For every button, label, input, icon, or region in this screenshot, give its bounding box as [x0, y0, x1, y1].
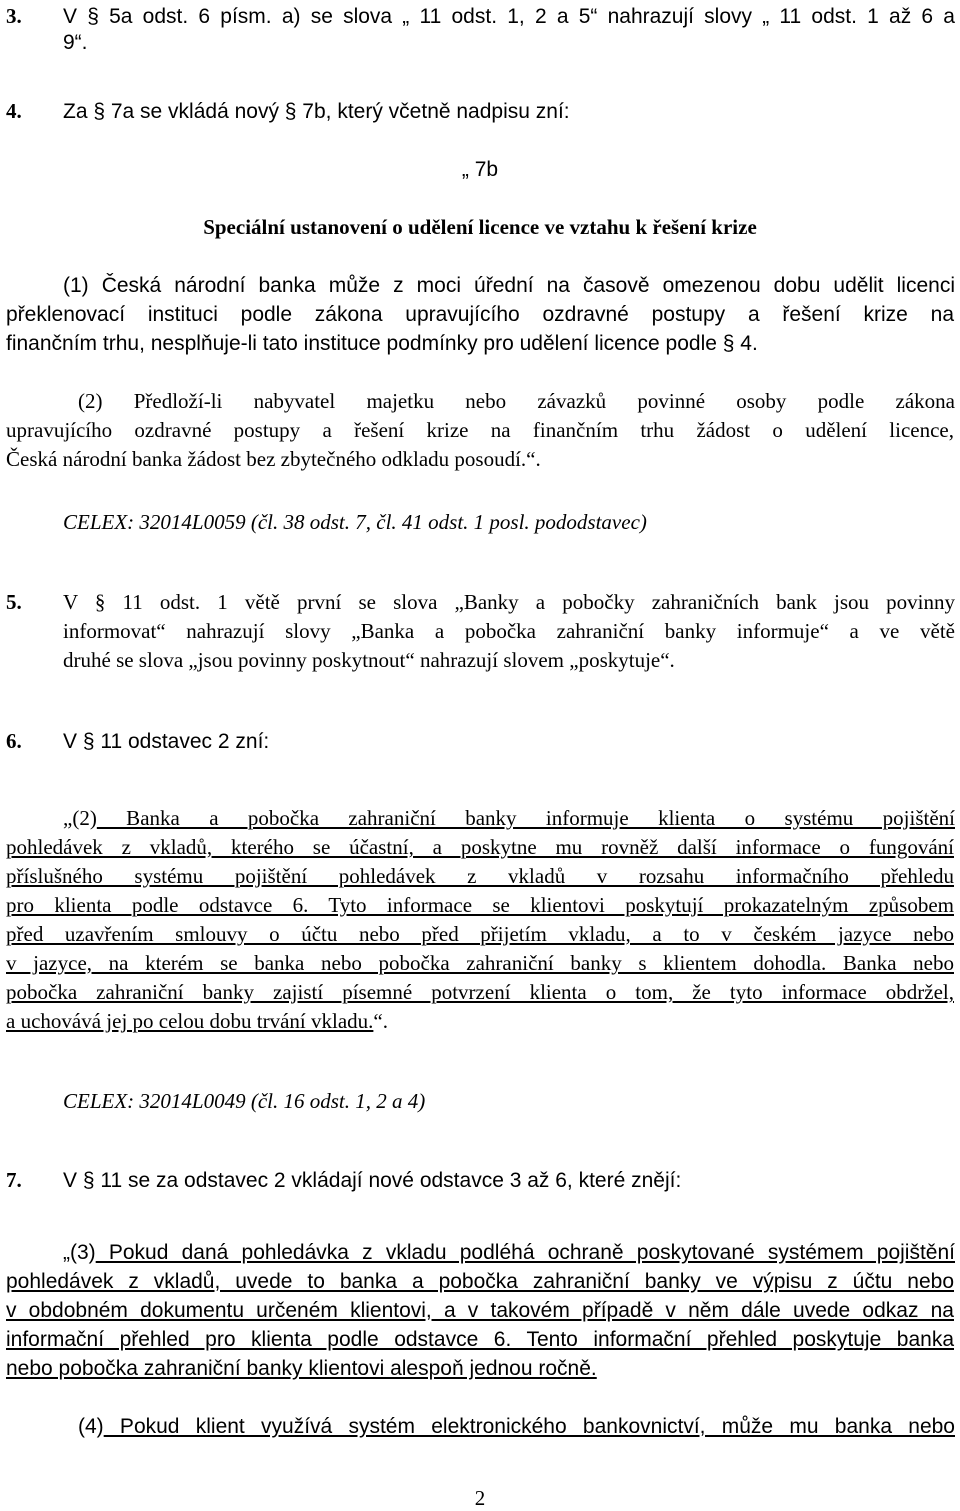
celex-reference-1: CELEX: 32014L0059 (čl. 38 odst. 7, čl. 41 odst. 1 posl. pododstavec): [63, 510, 647, 534]
item-3-line-2: 9“.: [63, 31, 88, 54]
section-7b-heading: Speciální ustanovení o udělení licence ve vztahu k řešení krize: [203, 215, 757, 239]
item-4-intro: Za § 7a se vkládá nový § 7b, který včetně nadpisu zní:: [63, 100, 570, 123]
item-7-number: 7.: [6, 1168, 22, 1192]
para-3-line-1: [63, 1240, 955, 1265]
item-6-line-8: [6, 1009, 388, 1034]
item-6-line-5: před uzavřením smlouvy o účtu nebo před přijetím vkladu, a to v českém jazyce nebo: [6, 922, 954, 946]
page-number: 2: [474, 1486, 486, 1510]
item-5-line-1: V § 11 odst. 1 větě první se slova „Banky a pobočky zahraničních bank jsou povinny: [63, 590, 955, 614]
item-6-text-1: Banka a pobočka zahraniční banky informuje klienta o systému pojištění: [96, 806, 955, 830]
item-5-line-2: informovat“ nahrazují slovy „Banka a pobočka zahraniční banky informuje“ a ve větě: [63, 619, 955, 643]
item-3-number: 3.: [6, 4, 22, 28]
item-6-line-6: v jazyce, na kterém se banka nebo pobočka zahraniční banky s klientem dohodla. Banka nebo: [6, 951, 954, 975]
item-6-line-4: pro klienta podle odstavce 6. Tyto informace se klientovi poskytují prokazatelným způsobem: [6, 893, 954, 917]
para-1-line-1: (1) Česká národní banka může z moci úřední na časově omezenou dobu udělit licenci: [63, 274, 955, 297]
para-3-text-1: Pokud daná pohledávka z vkladu podléhá ochraně poskytované systémem pojištění: [95, 1241, 955, 1264]
item-6-quote-close: “.: [373, 1009, 388, 1033]
para-2-line-2: upravujícího ozdravné postupy a řešení krize na finančním trhu žádost o udělení licence,: [6, 418, 954, 442]
item-6-line-1: [63, 806, 955, 831]
para-3-line-3: v obdobném dokumentu určeném klientovi, a v takovém případě v něm dále uvede odkaz na: [6, 1299, 954, 1322]
item-6-number: 6.: [6, 729, 22, 753]
section-7b-label: „ 7b: [461, 158, 499, 181]
para-4-open: (4): [78, 1415, 104, 1438]
item-3-line-1: V § 5a odst. 6 písm. a) se slova „ 11 odst. 1, 2 a 5“ nahrazují slovy „ 11 odst. 1 až 6 a: [63, 5, 955, 28]
celex-reference-2: CELEX: 32014L0049 (čl. 16 odst. 1, 2 a 4): [63, 1089, 426, 1113]
para-1-line-3: finančním trhu, nesplňuje-li tato instituce podmínky pro udělení licence podle § 4.: [6, 332, 758, 355]
para-3-line-4: informační přehled pro klienta podle odstavce 6. Tento informační přehled poskytuje banka: [6, 1328, 954, 1351]
item-5-line-3: druhé se slova „jsou povinny poskytnout“ nahrazují slovem „poskytuje“.: [63, 648, 675, 672]
item-6-quote-open: „(2): [63, 806, 97, 830]
item-5-number: 5.: [6, 590, 22, 614]
item-6-line-3: příslušného systému pojištění pohledávek z vkladů v rozsahu informačního přehledu: [6, 864, 954, 888]
para-4-line-1: [78, 1414, 955, 1439]
item-6-line-2: pohledávek z vkladů, kterého se účastní, a poskytne mu rovněž další informace o fungování: [6, 835, 954, 859]
item-6-intro: V § 11 odstavec 2 zní:: [63, 730, 270, 753]
para-3-line-5: nebo pobočka zahraniční banky klientovi alespoň jednou ročně.: [6, 1357, 597, 1380]
para-4-text-1: Pokud klient využívá systém elektronického bankovnictví, může mu banka nebo: [103, 1415, 955, 1438]
para-1-line-2: překlenovací instituci podle zákona upravujícího ozdravné postupy a řešení krize na: [6, 303, 954, 326]
item-6-text-8: a uchovává jej po celou dobu trvání vkladu.: [6, 1009, 374, 1033]
para-3-line-2: pohledávek z vkladů, uvede to banka a pobočka zahraniční banky ve výpisu z účtu nebo: [6, 1270, 954, 1293]
para-2-line-1: (2) Předloží-li nabyvatel majetku nebo závazků povinné osoby podle zákona: [78, 389, 955, 413]
para-3-open: „(3): [63, 1241, 96, 1264]
item-7-intro: V § 11 se za odstavec 2 vkládají nové odstavce 3 až 6, které znějí:: [63, 1169, 682, 1192]
item-6-line-7: pobočka zahraniční banky zajistí písemné potvrzení klienta o tom, že tyto informace obdržel,: [6, 980, 954, 1004]
item-4-number: 4.: [6, 99, 22, 123]
para-2-line-3: Česká národní banka žádost bez zbytečného odkladu posoudí.“.: [6, 447, 541, 471]
